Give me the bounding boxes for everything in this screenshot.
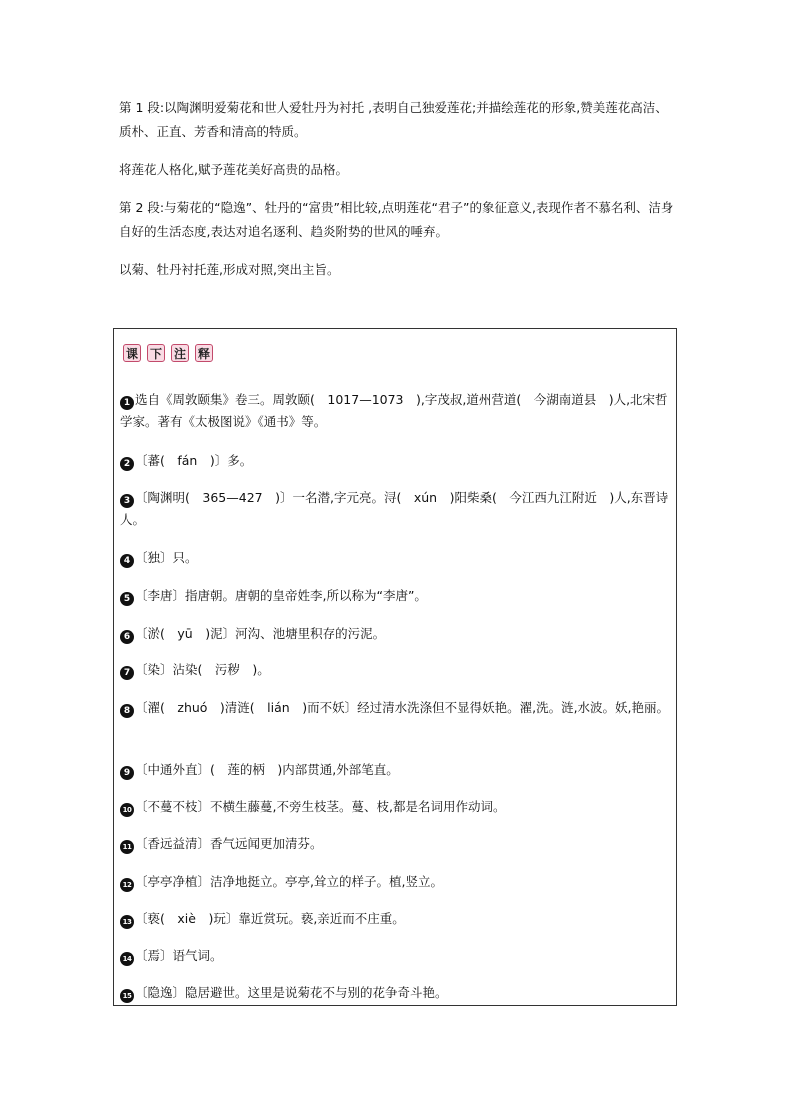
analysis-section	[119, 96, 679, 282]
footnote-number: 14	[120, 952, 134, 966]
footnote-item	[120, 547, 672, 569]
header-char: 下	[147, 344, 165, 362]
footnote-text: 〔染〕沾染( 污秽 )。	[135, 662, 270, 677]
footnote-text: 〔焉〕语气词。	[135, 948, 223, 963]
footnote-number: 9	[120, 766, 134, 780]
footnote-text: 〔亵( xiè )玩〕靠近赏玩。亵,亲近而不庄重。	[135, 911, 405, 926]
footnote-text: 〔隐逸〕隐居避世。这里是说菊花不与别的花争奇斗艳。	[135, 985, 448, 1000]
footnote-number: 12	[120, 878, 134, 892]
footnote-text: 〔李唐〕指唐朝。唐朝的皇帝姓李,所以称为“李唐”。	[135, 588, 427, 603]
footnote-item	[120, 623, 672, 645]
footnote-number: 15	[120, 989, 134, 1003]
analysis-paragraph-4: 以菊、牡丹衬托莲,形成对照,突出主旨。	[119, 262, 340, 277]
analysis-paragraph-2: 将莲花人格化,赋予莲花美好高贵的品格。	[119, 162, 348, 177]
footnote-item	[120, 908, 672, 930]
footnotes-box	[113, 328, 677, 1006]
footnote-item	[120, 697, 672, 719]
footnote-number: 2	[120, 457, 134, 471]
footnote-number: 5	[120, 592, 134, 606]
footnote-item	[120, 389, 672, 433]
footnote-item	[120, 945, 672, 967]
footnote-text: 〔亭亭净植〕洁净地挺立。亭亭,耸立的样子。植,竖立。	[135, 874, 443, 889]
analysis-paragraph-1: 第 1 段:以陶渊明爱菊花和世人爱牡丹为衬托 ,表明自己独爱莲花;并描绘莲花的形象,赞美莲花高洁、质朴、正直、芳香和清高的特质。	[119, 100, 668, 139]
footnote-text: 〔陶渊明( 365—427 )〕一名潜,字元亮。浔( xún )阳柴桑( 今江西九江附近 )人,东晋诗人。	[120, 490, 669, 527]
footnote-item	[120, 871, 672, 893]
footnote-text: 〔蕃( fán )〕多。	[135, 453, 253, 468]
footnote-number: 3	[120, 494, 134, 508]
footnote-item	[120, 796, 672, 818]
header-char: 释	[195, 344, 213, 362]
footnote-item	[120, 659, 672, 681]
footnote-text: 〔濯( zhuó )清涟( lián )而不妖〕经过清水洗涤但不显得妖艳。濯,洗。涟,水波。妖,艳丽。	[135, 700, 670, 715]
footnotes-header	[123, 344, 213, 362]
footnote-number: 8	[120, 704, 134, 718]
footnote-number: 4	[120, 554, 134, 568]
footnote-item	[120, 487, 672, 531]
footnote-text: 〔不蔓不枝〕不横生藤蔓,不旁生枝茎。蔓、枝,都是名词用作动词。	[135, 799, 506, 814]
footnote-number: 1	[120, 396, 134, 410]
footnote-item	[120, 982, 672, 1004]
footnote-text: 〔独〕只。	[135, 550, 198, 565]
header-char: 课	[123, 344, 141, 362]
footnote-item	[120, 759, 672, 781]
footnote-text: 〔淤( yū )泥〕河沟、池塘里积存的污泥。	[135, 626, 386, 641]
footnote-item	[120, 450, 672, 472]
footnote-number: 10	[120, 803, 134, 817]
footnote-number: 13	[120, 915, 134, 929]
footnote-number: 11	[120, 840, 134, 854]
header-char: 注	[171, 344, 189, 362]
footnote-text: 〔中通外直〕( 莲的柄 )内部贯通,外部笔直。	[135, 762, 399, 777]
footnote-number: 7	[120, 666, 134, 680]
footnote-item	[120, 585, 672, 607]
footnote-number: 6	[120, 630, 134, 644]
footnote-text: 选自《周敦颐集》卷三。周敦颐( 1017—1073 ),字茂叔,道州营道( 今湖南道县 )人,北宋哲学家。著有《太极图说》《通书》等。	[120, 392, 668, 429]
footnote-text: 〔香远益清〕香气远闻更加清芬。	[135, 836, 323, 851]
footnote-item	[120, 833, 672, 855]
analysis-paragraph-3: 第 2 段:与菊花的“隐逸”、牡丹的“富贵”相比较,点明莲花“君子”的象征意义,表现作者不慕名利、洁身自好的生活态度,表达对追名逐利、趋炎附势的世风的唾弃。	[119, 200, 674, 239]
